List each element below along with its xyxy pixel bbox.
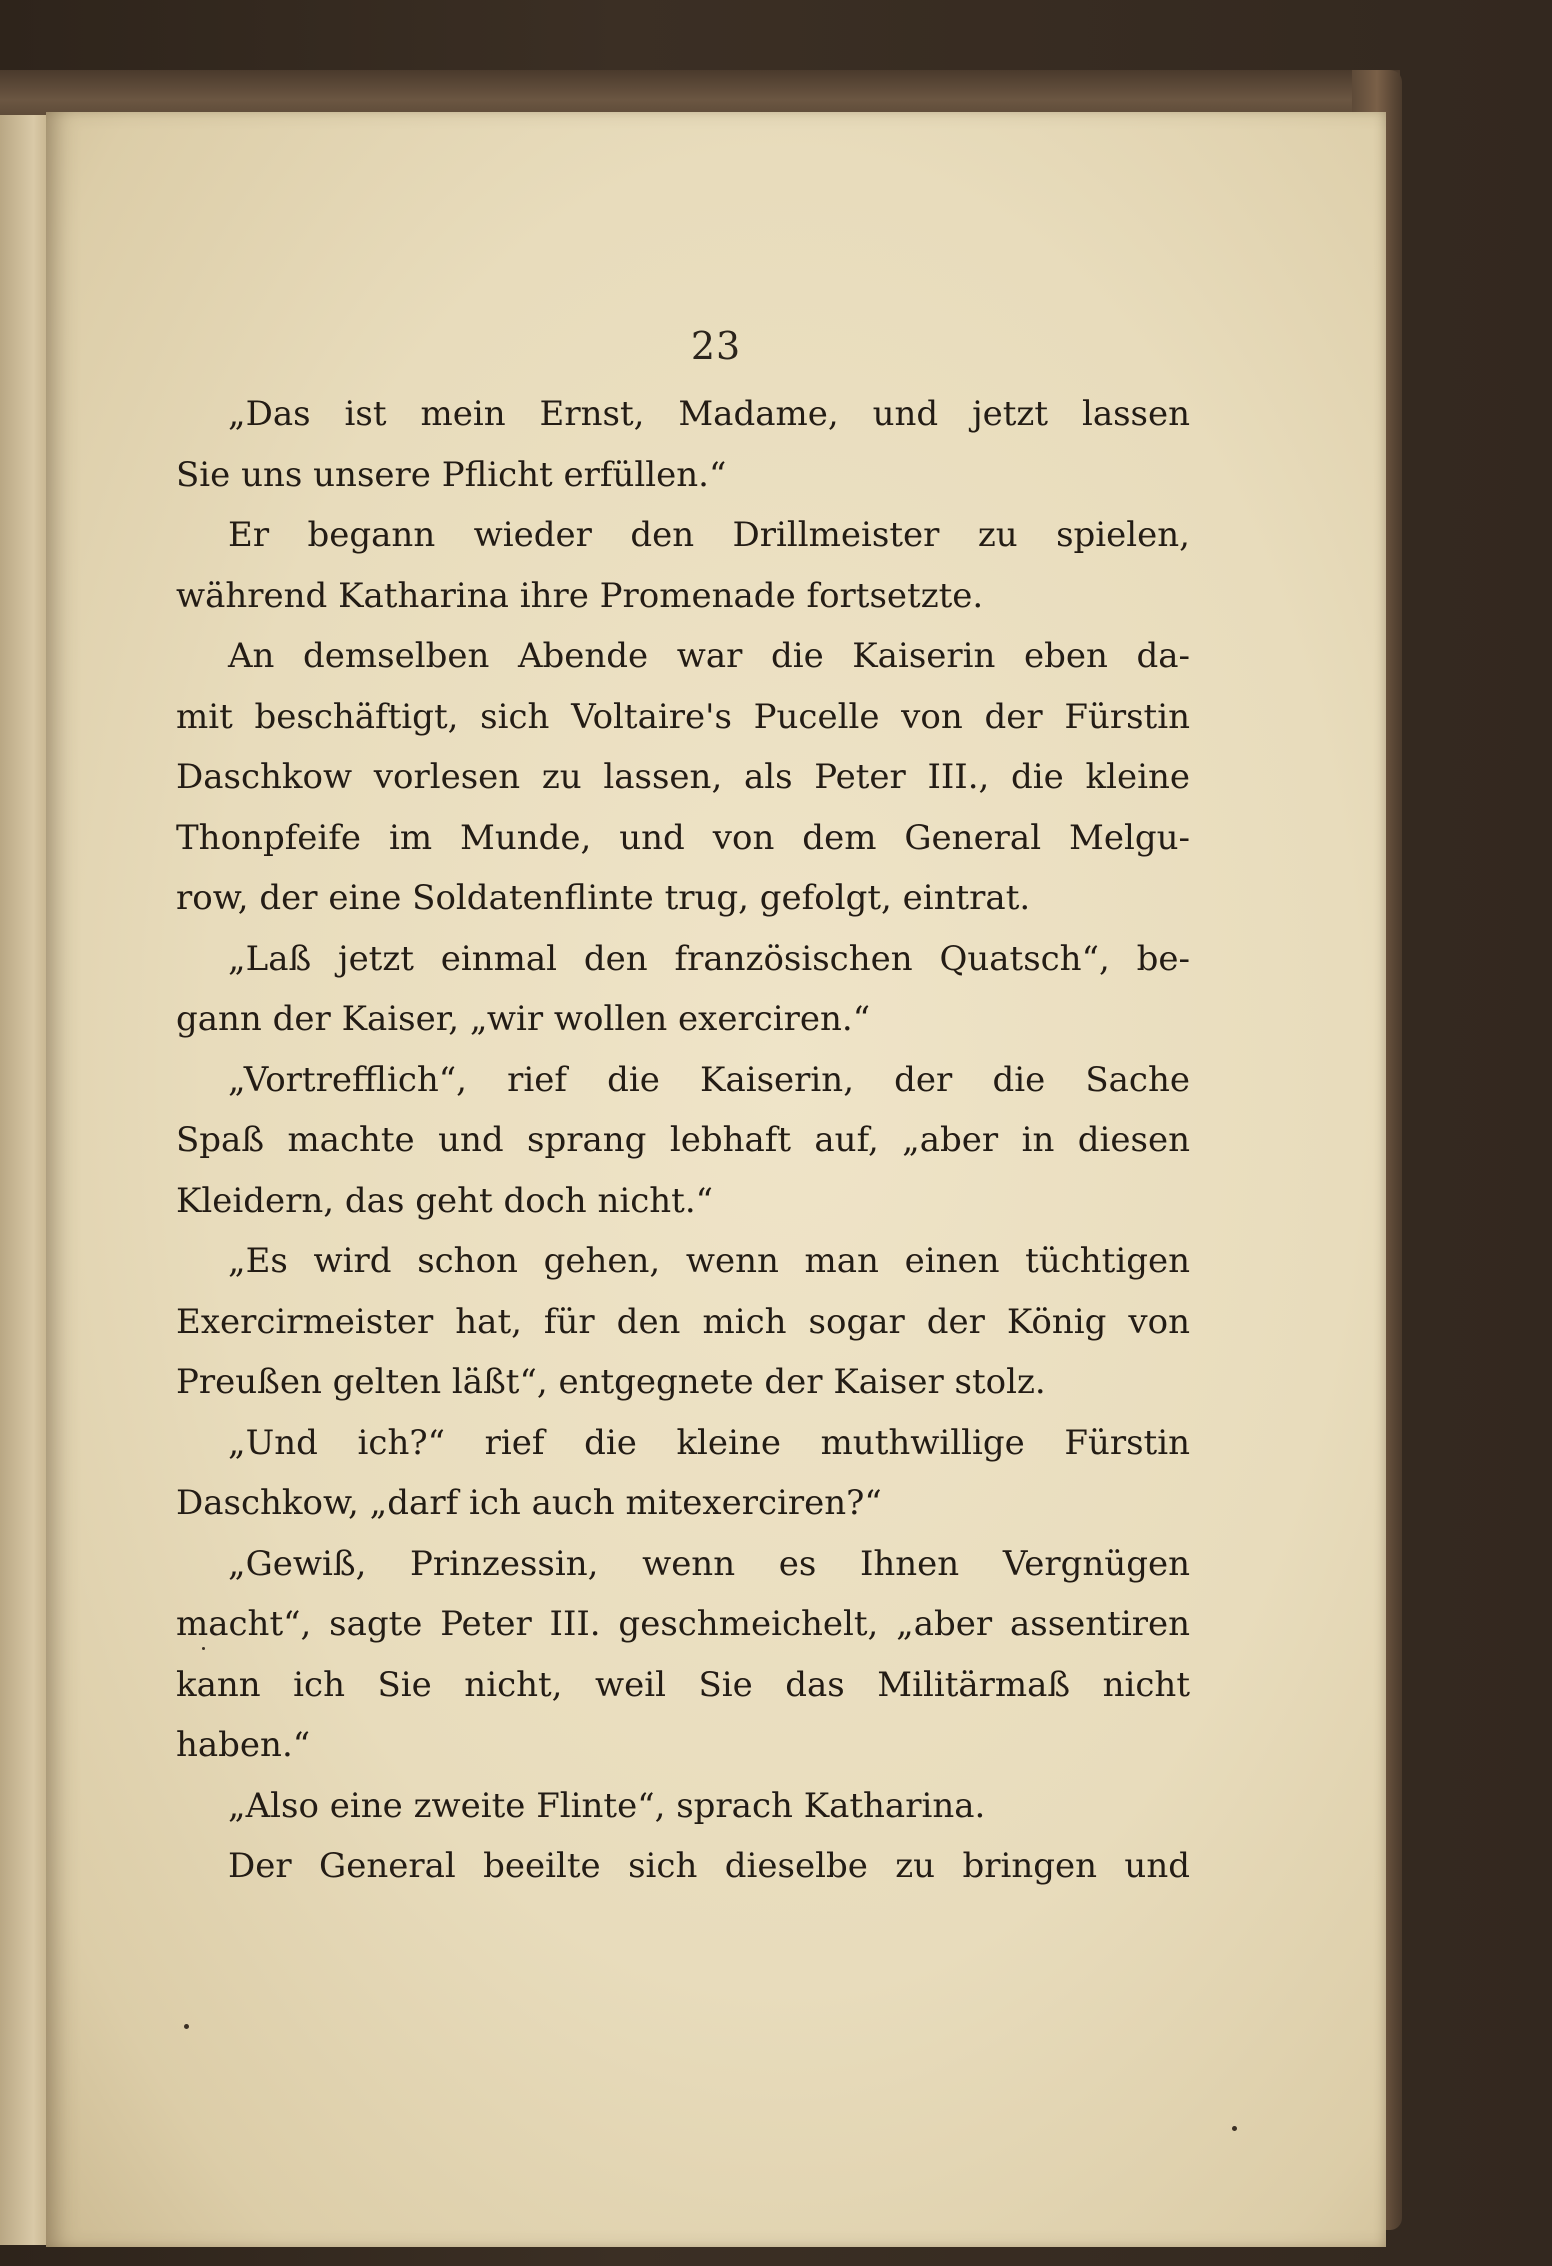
text-line: Er begann wieder den Drillmeister zu spielen,: [228, 515, 1190, 555]
text-line: „Also eine zweite Flinte“, sprach Katharina.: [228, 1785, 986, 1826]
text-line: Der General beeilte sich dieselbe zu bringen und: [228, 1846, 1190, 1886]
text-line: während Katharina ihre Promenade fortsetzte.: [176, 575, 984, 616]
text-line: „Das ist mein Ernst, Madame, und jetzt lassen: [228, 394, 1190, 434]
text-line: Thonpfeife im Munde, und von dem General Melgu-: [176, 817, 1190, 858]
text-line: „Gewiß, Prinzessin, wenn es Ihnen Vergnügen: [228, 1543, 1190, 1584]
text-line: An demselben Abende war die Kaiserin eben da-: [228, 636, 1190, 676]
previous-page-edge: [0, 115, 48, 2245]
page-paper: [46, 112, 1386, 2247]
text-line: macht“, sagte Peter III. geschmeichelt, „aber assentiren: [176, 1604, 1190, 1644]
text-line: „Laß jetzt einmal den französischen Quatsch“, be-: [228, 938, 1190, 979]
text-line: row, der eine Soldatenflinte trug, gefolgt, eintrat.: [176, 878, 1031, 918]
paper-speck: [202, 1647, 205, 1650]
text-line: Kleidern, das geht doch nicht.“: [176, 1180, 714, 1221]
paper-speck: [1232, 2126, 1237, 2131]
text-line: kann ich Sie nicht, weil Sie das Militärmaß nicht: [176, 1664, 1190, 1705]
text-line: „Und ich?“ rief die kleine muthwillige Fürstin: [228, 1422, 1190, 1463]
text-line: „Vortrefflich“, rief die Kaiserin, der die Sache: [228, 1059, 1190, 1100]
text-line: mit beschäftigt, sich Voltaire's Pucelle von der Fürstin: [176, 696, 1190, 737]
text-line: Daschkow, „darf ich auch mitexerciren?“: [176, 1483, 882, 1523]
text-line: „Es wird schon gehen, wenn man einen tüchtigen: [228, 1241, 1190, 1281]
paper-speck: [184, 2024, 189, 2029]
text-line: haben.“: [176, 1725, 311, 1765]
text-line: Daschkow vorlesen zu lassen, als Peter III., die kleine: [176, 757, 1190, 797]
text-line: Preußen gelten läßt“, entgegnete der Kaiser stolz.: [176, 1362, 1046, 1402]
body-text: [176, 384, 1190, 1897]
text-line: Exercirmeister hat, für den mich sogar der König von: [176, 1301, 1190, 1342]
page-number: 23: [690, 324, 742, 368]
text-line: gann der Kaiser, „wir wollen exerciren.“: [176, 999, 871, 1039]
text-line: Spaß machte und sprang lebhaft auf, „aber in diesen: [176, 1120, 1190, 1160]
text-line: Sie uns unsere Pflicht erfüllen.“: [176, 454, 727, 495]
